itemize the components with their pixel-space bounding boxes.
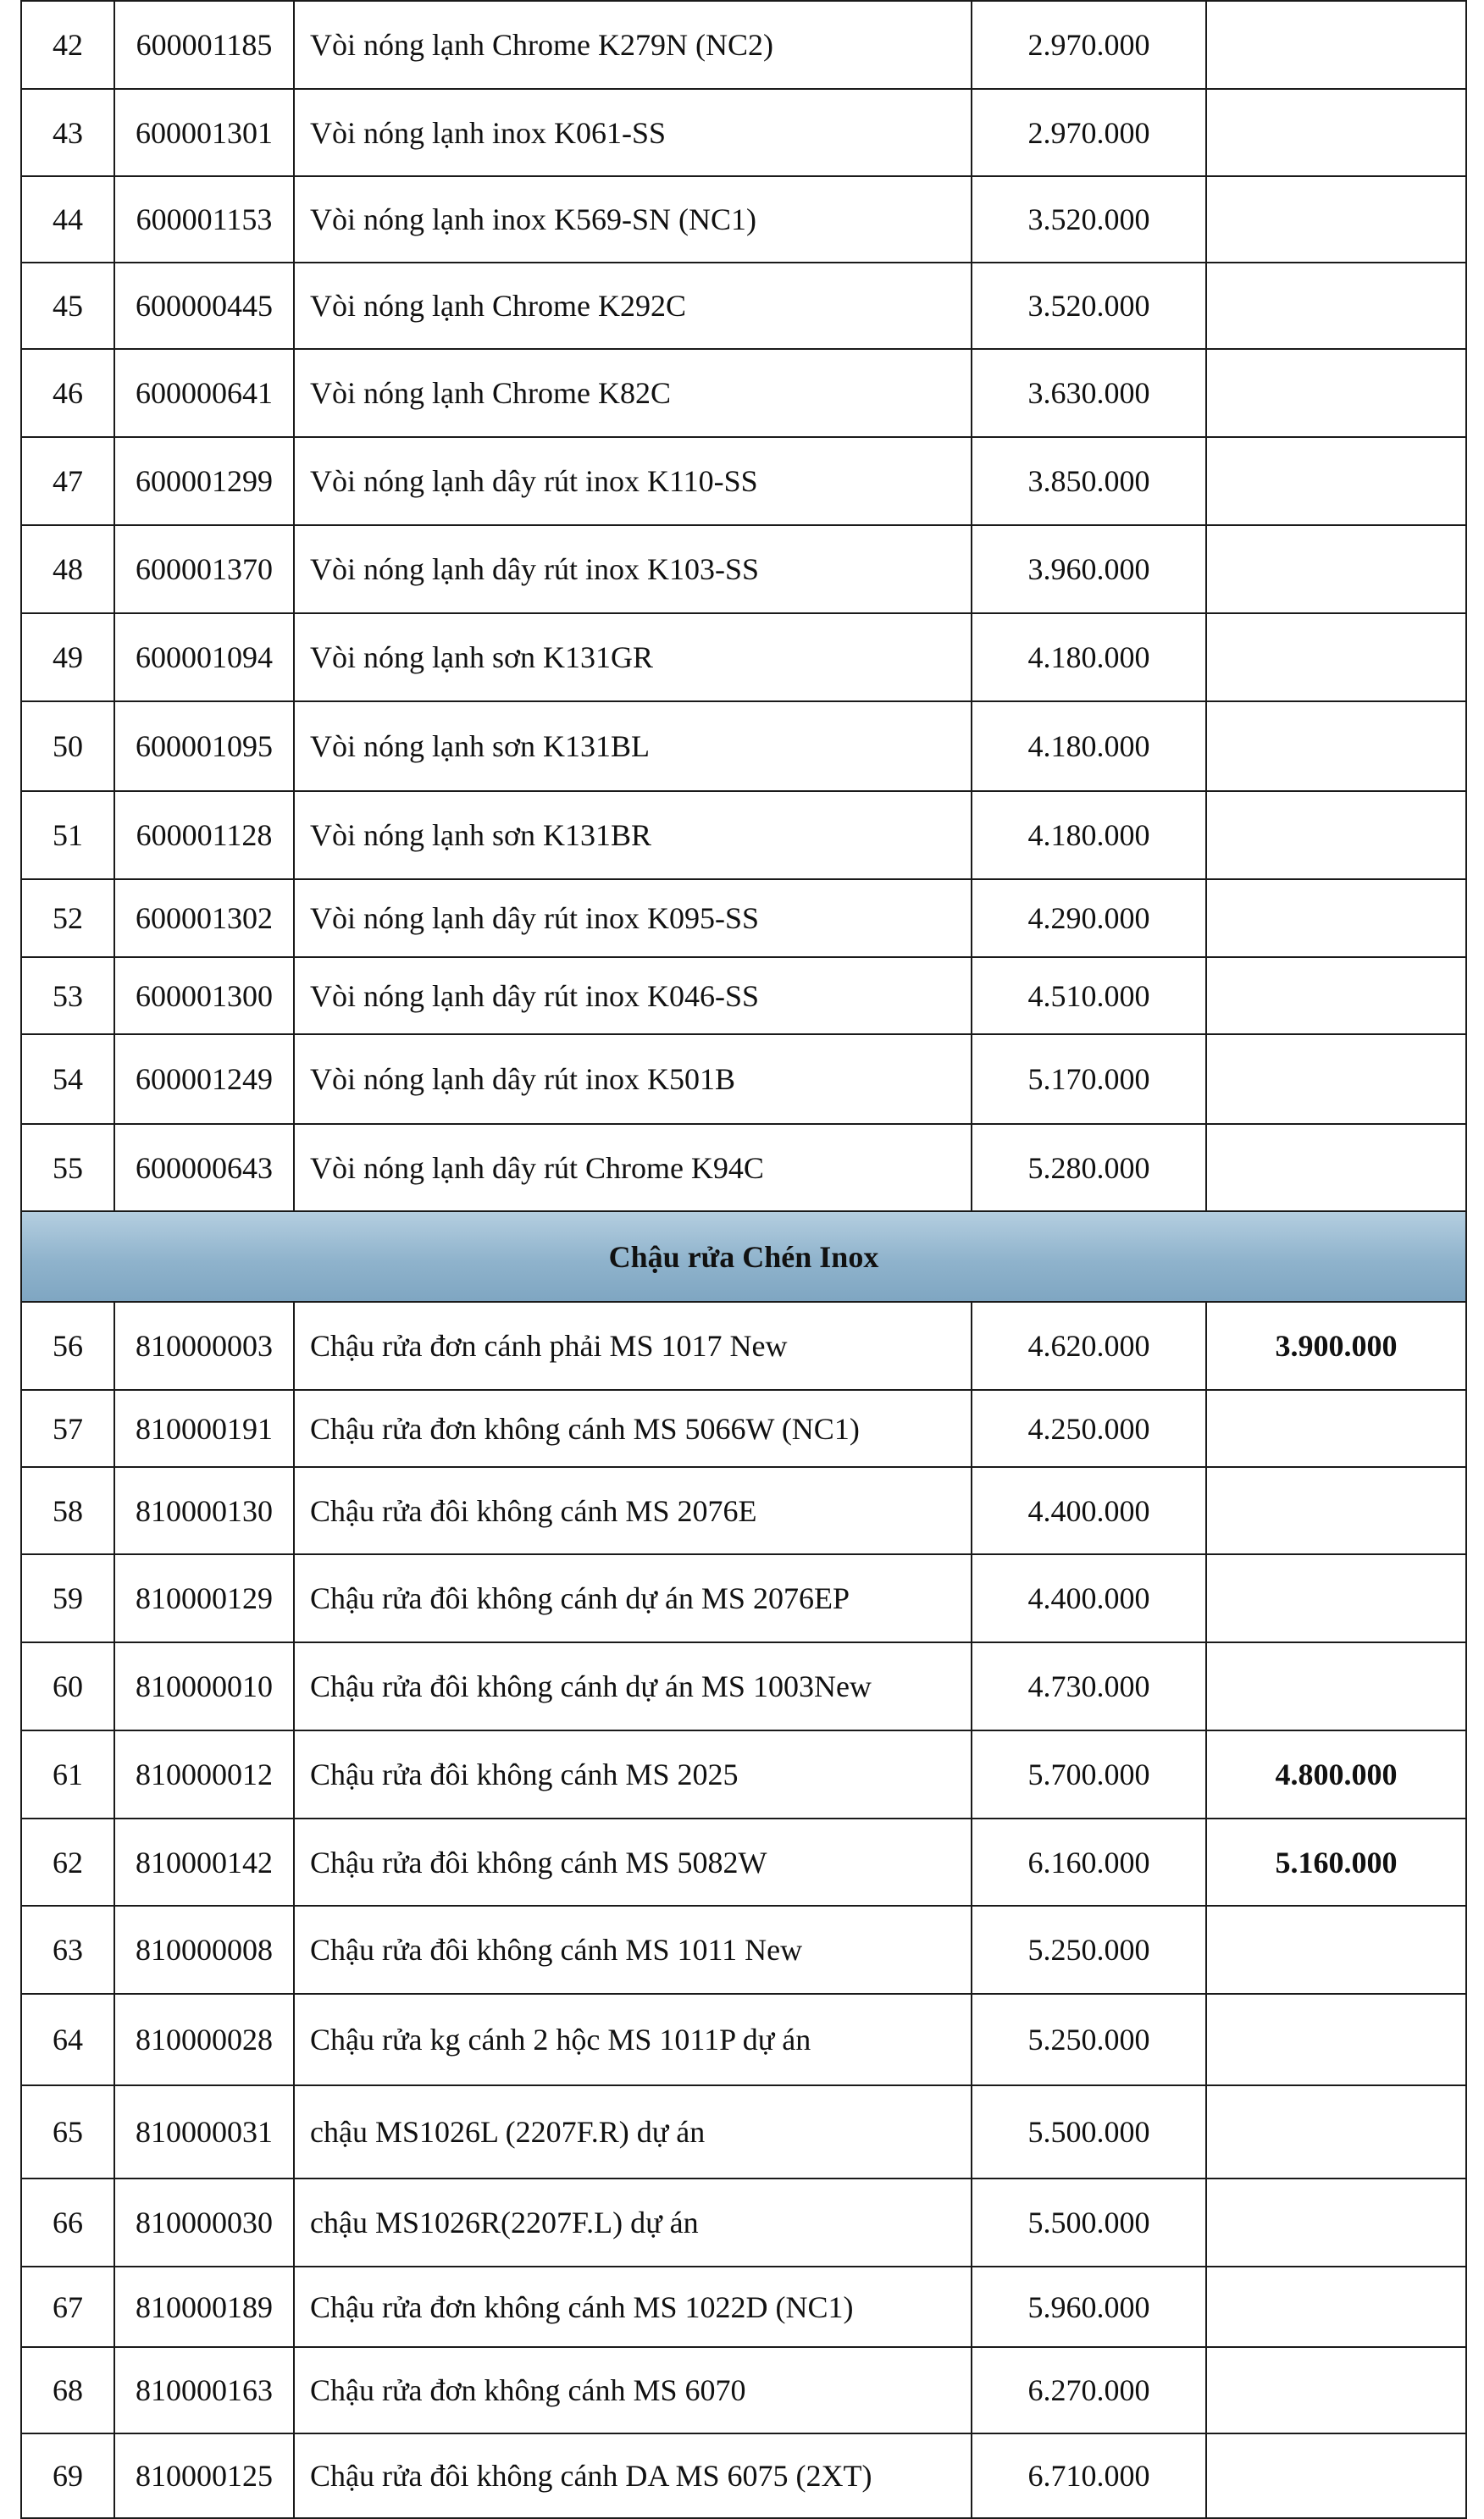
list-price: 5.700.000 (972, 1730, 1206, 1819)
promo-price (1206, 1642, 1466, 1730)
row-number: 63 (21, 1906, 114, 1994)
product-name: Chậu rửa đôi không cánh MS 2025 (294, 1730, 972, 1819)
promo-price (1206, 1124, 1466, 1211)
row-number: 50 (21, 701, 114, 791)
price-list-body (21, 1, 1466, 2518)
list-price: 2.970.000 (972, 1, 1206, 89)
promo-price (1206, 701, 1466, 791)
row-number: 43 (21, 89, 114, 176)
product-code: 600001300 (114, 957, 294, 1034)
product-name: Chậu rửa đôi không cánh MS 5082W (294, 1819, 972, 1906)
product-name: Vòi nóng lạnh dây rút Chrome K94C (294, 1124, 972, 1211)
product-code: 600001370 (114, 525, 294, 613)
row-number: 60 (21, 1642, 114, 1730)
product-code: 600000643 (114, 1124, 294, 1211)
promo-price (1206, 1994, 1466, 2085)
list-price: 2.970.000 (972, 89, 1206, 176)
promo-price (1206, 957, 1466, 1034)
product-code: 600000641 (114, 349, 294, 437)
product-code: 810000010 (114, 1642, 294, 1730)
promo-price (1206, 2267, 1466, 2347)
product-name: Chậu rửa đôi không cánh MS 2076E (294, 1467, 972, 1554)
product-code: 810000031 (114, 2085, 294, 2179)
table-row (21, 879, 1466, 957)
table-row (21, 1467, 1466, 1554)
list-price: 5.170.000 (972, 1034, 1206, 1124)
table-row (21, 1302, 1466, 1390)
promo-price (1206, 1467, 1466, 1554)
promo-price (1206, 525, 1466, 613)
list-price: 6.710.000 (972, 2433, 1206, 2518)
product-code: 600001302 (114, 879, 294, 957)
row-number: 47 (21, 437, 114, 525)
product-name: Vòi nóng lạnh sơn K131BR (294, 791, 972, 879)
product-code: 600001301 (114, 89, 294, 176)
table-row (21, 2085, 1466, 2179)
product-code: 600001299 (114, 437, 294, 525)
product-code: 600001185 (114, 1, 294, 89)
promo-price (1206, 1390, 1466, 1467)
list-price: 4.180.000 (972, 613, 1206, 701)
product-name: Vòi nóng lạnh Chrome K82C (294, 349, 972, 437)
row-number: 57 (21, 1390, 114, 1467)
row-number: 42 (21, 1, 114, 89)
list-price: 4.180.000 (972, 791, 1206, 879)
list-price: 5.250.000 (972, 1906, 1206, 1994)
row-number: 59 (21, 1554, 114, 1642)
product-name: Vòi nóng lạnh inox K061-SS (294, 89, 972, 176)
table-row (21, 2267, 1466, 2347)
row-number: 54 (21, 1034, 114, 1124)
row-number: 67 (21, 2267, 114, 2347)
product-code: 600000445 (114, 263, 294, 349)
product-name: Chậu rửa đôi không cánh MS 1011 New (294, 1906, 972, 1994)
product-code: 810000189 (114, 2267, 294, 2347)
promo-price: 5.160.000 (1206, 1819, 1466, 1906)
promo-price (1206, 1906, 1466, 1994)
list-price: 4.290.000 (972, 879, 1206, 957)
table-row (21, 791, 1466, 879)
product-code: 810000191 (114, 1390, 294, 1467)
row-number: 46 (21, 349, 114, 437)
product-code: 810000028 (114, 1994, 294, 2085)
product-name: Vòi nóng lạnh dây rút inox K046-SS (294, 957, 972, 1034)
list-price: 5.500.000 (972, 2179, 1206, 2267)
product-code: 810000130 (114, 1467, 294, 1554)
table-row (21, 1730, 1466, 1819)
list-price: 3.520.000 (972, 176, 1206, 263)
table-row (21, 1906, 1466, 1994)
promo-price (1206, 1, 1466, 89)
product-code: 810000125 (114, 2433, 294, 2518)
list-price: 5.280.000 (972, 1124, 1206, 1211)
product-code: 600001094 (114, 613, 294, 701)
promo-price (1206, 2347, 1466, 2433)
product-name: chậu MS1026L (2207F.R) dự án (294, 2085, 972, 2179)
row-number: 62 (21, 1819, 114, 1906)
list-price: 4.510.000 (972, 957, 1206, 1034)
table-row (21, 2179, 1466, 2267)
table-row (21, 613, 1466, 701)
product-name: Vòi nóng lạnh dây rút inox K110-SS (294, 437, 972, 525)
product-code: 600001249 (114, 1034, 294, 1124)
product-code: 600001095 (114, 701, 294, 791)
product-name: Vòi nóng lạnh inox K569-SN (NC1) (294, 176, 972, 263)
list-price: 3.520.000 (972, 263, 1206, 349)
row-number: 45 (21, 263, 114, 349)
product-name: Chậu rửa đôi không cánh dự án MS 2076EP (294, 1554, 972, 1642)
product-name: Vòi nóng lạnh dây rút inox K095-SS (294, 879, 972, 957)
product-name: Vòi nóng lạnh sơn K131GR (294, 613, 972, 701)
table-row (21, 957, 1466, 1034)
table-row (21, 1124, 1466, 1211)
row-number: 69 (21, 2433, 114, 2518)
row-number: 66 (21, 2179, 114, 2267)
product-name: chậu MS1026R(2207F.L) dự án (294, 2179, 972, 2267)
promo-price (1206, 176, 1466, 263)
promo-price: 3.900.000 (1206, 1302, 1466, 1390)
table-row (21, 89, 1466, 176)
product-name: Vòi nóng lạnh dây rút inox K501B (294, 1034, 972, 1124)
row-number: 68 (21, 2347, 114, 2433)
product-name: Chậu rửa kg cánh 2 hộc MS 1011P dự án (294, 1994, 972, 2085)
promo-price (1206, 613, 1466, 701)
section-header-row (21, 1211, 1466, 1302)
product-code: 810000129 (114, 1554, 294, 1642)
product-code: 600001153 (114, 176, 294, 263)
table-row (21, 1554, 1466, 1642)
row-number: 51 (21, 791, 114, 879)
list-price: 4.400.000 (972, 1554, 1206, 1642)
list-price: 6.160.000 (972, 1819, 1206, 1906)
table-row (21, 525, 1466, 613)
table-row (21, 1034, 1466, 1124)
promo-price (1206, 791, 1466, 879)
list-price: 4.400.000 (972, 1467, 1206, 1554)
row-number: 49 (21, 613, 114, 701)
list-price: 5.500.000 (972, 2085, 1206, 2179)
promo-price (1206, 1554, 1466, 1642)
product-code: 810000008 (114, 1906, 294, 1994)
price-list-table (20, 0, 1467, 2519)
table-row (21, 349, 1466, 437)
product-name: Chậu rửa đôi không cánh DA MS 6075 (2XT) (294, 2433, 972, 2518)
product-name: Chậu rửa đơn không cánh MS 6070 (294, 2347, 972, 2433)
product-code: 810000003 (114, 1302, 294, 1390)
list-price: 4.250.000 (972, 1390, 1206, 1467)
table-row (21, 176, 1466, 263)
promo-price (1206, 89, 1466, 176)
product-code: 600001128 (114, 791, 294, 879)
table-row (21, 2347, 1466, 2433)
list-price: 3.960.000 (972, 525, 1206, 613)
promo-price (1206, 1034, 1466, 1124)
product-name: Vòi nóng lạnh dây rút inox K103-SS (294, 525, 972, 613)
list-price: 4.730.000 (972, 1642, 1206, 1730)
table-row (21, 2433, 1466, 2518)
table-row (21, 701, 1466, 791)
promo-price (1206, 437, 1466, 525)
row-number: 64 (21, 1994, 114, 2085)
table-row (21, 263, 1466, 349)
product-code: 810000012 (114, 1730, 294, 1819)
list-price: 4.180.000 (972, 701, 1206, 791)
product-code: 810000163 (114, 2347, 294, 2433)
product-code: 810000142 (114, 1819, 294, 1906)
promo-price (1206, 263, 1466, 349)
section-title: Chậu rửa Chén Inox (21, 1211, 1466, 1302)
table-row (21, 1642, 1466, 1730)
list-price: 3.630.000 (972, 349, 1206, 437)
row-number: 61 (21, 1730, 114, 1819)
product-name: Chậu rửa đơn không cánh MS 1022D (NC1) (294, 2267, 972, 2347)
list-price: 4.620.000 (972, 1302, 1206, 1390)
list-price: 6.270.000 (972, 2347, 1206, 2433)
promo-price (1206, 2179, 1466, 2267)
promo-price (1206, 349, 1466, 437)
product-name: Vòi nóng lạnh Chrome K279N (NC2) (294, 1, 972, 89)
product-name: Chậu rửa đơn không cánh MS 5066W (NC1) (294, 1390, 972, 1467)
table-row (21, 437, 1466, 525)
row-number: 58 (21, 1467, 114, 1554)
promo-price (1206, 2085, 1466, 2179)
product-name: Chậu rửa đôi không cánh dự án MS 1003New (294, 1642, 972, 1730)
row-number: 52 (21, 879, 114, 957)
product-name: Vòi nóng lạnh sơn K131BL (294, 701, 972, 791)
table-row (21, 1994, 1466, 2085)
table-row (21, 1819, 1466, 1906)
row-number: 65 (21, 2085, 114, 2179)
table-row (21, 1390, 1466, 1467)
row-number: 55 (21, 1124, 114, 1211)
product-code: 810000030 (114, 2179, 294, 2267)
promo-price (1206, 2433, 1466, 2518)
product-name: Chậu rửa đơn cánh phải MS 1017 New (294, 1302, 972, 1390)
row-number: 53 (21, 957, 114, 1034)
product-name: Vòi nóng lạnh Chrome K292C (294, 263, 972, 349)
list-price: 3.850.000 (972, 437, 1206, 525)
list-price: 5.250.000 (972, 1994, 1206, 2085)
row-number: 48 (21, 525, 114, 613)
table-row (21, 1, 1466, 89)
row-number: 44 (21, 176, 114, 263)
list-price: 5.960.000 (972, 2267, 1206, 2347)
row-number: 56 (21, 1302, 114, 1390)
promo-price (1206, 879, 1466, 957)
promo-price: 4.800.000 (1206, 1730, 1466, 1819)
